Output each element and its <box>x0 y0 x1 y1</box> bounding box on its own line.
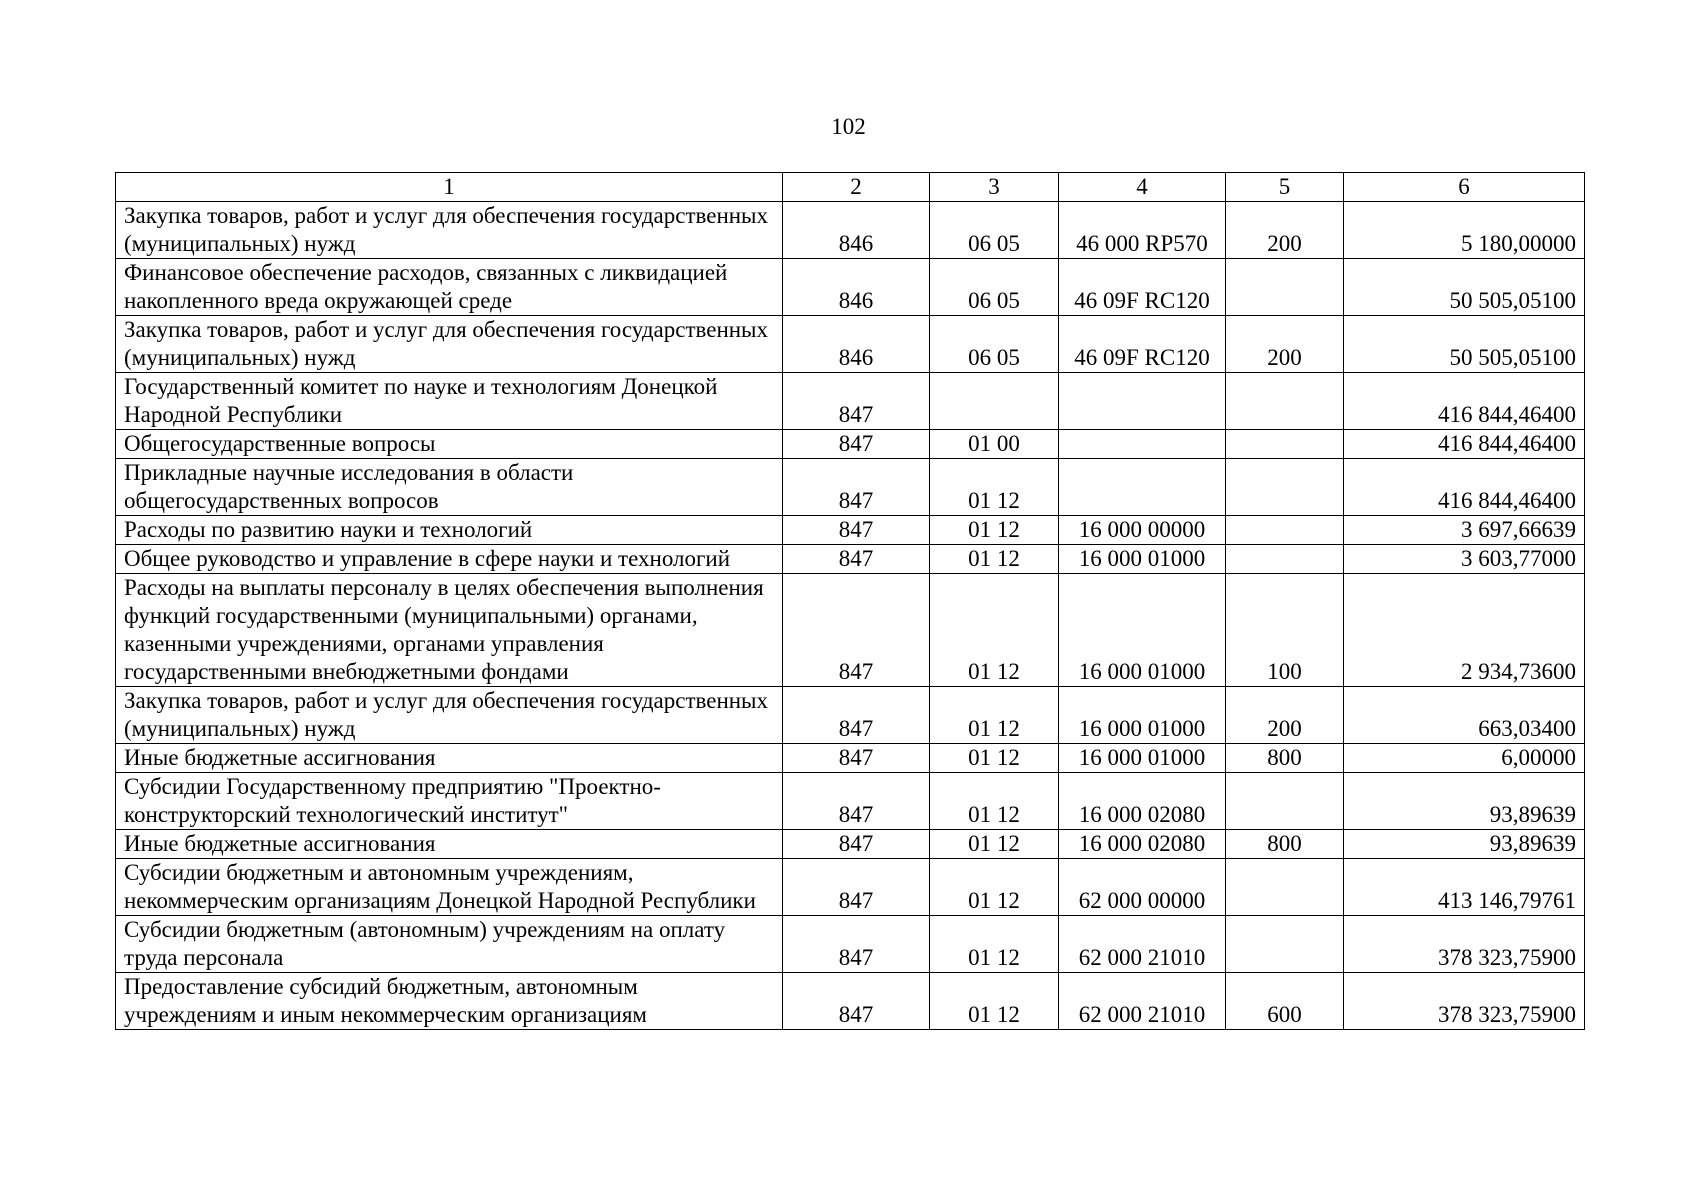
cell-name: Закупка товаров, работ и услуг для обеспечения государственных (муниципальных) нужд <box>116 202 783 259</box>
cell-amount: 413 146,79761 <box>1344 859 1585 916</box>
cell-admin-code: 846 <box>783 202 930 259</box>
cell-amount: 5 180,00000 <box>1344 202 1585 259</box>
table-row <box>116 574 1585 687</box>
page-number: 102 <box>831 114 866 139</box>
cell-expense-kind: 200 <box>1226 687 1344 744</box>
cell-amount: 378 323,75900 <box>1344 916 1585 973</box>
cell-expense-kind <box>1226 859 1344 916</box>
cell-target-code: 62 000 21010 <box>1059 973 1226 1030</box>
cell-name: Общее руководство и управление в сфере науки и технологий <box>116 545 783 574</box>
table-row <box>116 973 1585 1030</box>
cell-section-code: 06 05 <box>930 202 1059 259</box>
cell-amount: 93,89639 <box>1344 773 1585 830</box>
cell-amount: 50 505,05100 <box>1344 259 1585 316</box>
table-row <box>116 773 1585 830</box>
table-row <box>116 916 1585 973</box>
cell-target-code <box>1059 373 1226 430</box>
cell-amount: 378 323,75900 <box>1344 973 1585 1030</box>
table-row <box>116 516 1585 545</box>
cell-admin-code: 847 <box>783 916 930 973</box>
cell-name: Расходы по развитию науки и технологий <box>116 516 783 545</box>
cell-section-code: 06 05 <box>930 316 1059 373</box>
cell-amount: 416 844,46400 <box>1344 459 1585 516</box>
cell-admin-code: 846 <box>783 316 930 373</box>
cell-amount: 93,89639 <box>1344 830 1585 859</box>
cell-section-code: 01 00 <box>930 430 1059 459</box>
cell-target-code <box>1059 430 1226 459</box>
cell-section-code: 01 12 <box>930 859 1059 916</box>
cell-amount: 416 844,46400 <box>1344 373 1585 430</box>
header-col-4: 4 <box>1059 173 1226 202</box>
cell-admin-code: 847 <box>783 830 930 859</box>
cell-name: Иные бюджетные ассигнования <box>116 830 783 859</box>
cell-expense-kind <box>1226 773 1344 830</box>
cell-target-code: 16 000 01000 <box>1059 545 1226 574</box>
cell-section-code: 01 12 <box>930 916 1059 973</box>
cell-admin-code: 847 <box>783 773 930 830</box>
cell-section-code: 06 05 <box>930 259 1059 316</box>
cell-amount: 6,00000 <box>1344 744 1585 773</box>
cell-name: Субсидии бюджетным (автономным) учреждениям на оплату труда персонала <box>116 916 783 973</box>
cell-expense-kind <box>1226 916 1344 973</box>
cell-section-code: 01 12 <box>930 687 1059 744</box>
table-row <box>116 459 1585 516</box>
cell-target-code: 62 000 00000 <box>1059 859 1226 916</box>
cell-expense-kind: 100 <box>1226 574 1344 687</box>
cell-name: Закупка товаров, работ и услуг для обеспечения государственных (муниципальных) нужд <box>116 687 783 744</box>
cell-expense-kind: 200 <box>1226 202 1344 259</box>
cell-expense-kind <box>1226 459 1344 516</box>
header-col-3: 3 <box>930 173 1059 202</box>
cell-expense-kind <box>1226 259 1344 316</box>
cell-amount: 2 934,73600 <box>1344 574 1585 687</box>
table-row <box>116 316 1585 373</box>
cell-target-code: 62 000 21010 <box>1059 916 1226 973</box>
cell-target-code: 16 000 01000 <box>1059 744 1226 773</box>
cell-target-code: 46 000 RP570 <box>1059 202 1226 259</box>
header-col-2: 2 <box>783 173 930 202</box>
cell-admin-code: 847 <box>783 687 930 744</box>
cell-expense-kind: 600 <box>1226 973 1344 1030</box>
header-col-6: 6 <box>1344 173 1585 202</box>
table-body <box>116 202 1585 1030</box>
cell-amount: 416 844,46400 <box>1344 430 1585 459</box>
cell-target-code: 16 000 00000 <box>1059 516 1226 545</box>
cell-admin-code: 847 <box>783 574 930 687</box>
cell-amount: 3 603,77000 <box>1344 545 1585 574</box>
cell-name: Расходы на выплаты персоналу в целях обеспечения выполнения функций государственными (муниципальными) органами, казенными учреждениями, органами управления государственными внебюджетными фондами <box>116 574 783 687</box>
table-row <box>116 202 1585 259</box>
table-row <box>116 373 1585 430</box>
cell-target-code: 46 09F RC120 <box>1059 316 1226 373</box>
cell-expense-kind: 200 <box>1226 316 1344 373</box>
budget-table <box>115 172 1585 1030</box>
cell-expense-kind <box>1226 373 1344 430</box>
cell-section-code: 01 12 <box>930 830 1059 859</box>
cell-section-code: 01 12 <box>930 545 1059 574</box>
cell-admin-code: 847 <box>783 459 930 516</box>
cell-amount: 3 697,66639 <box>1344 516 1585 545</box>
cell-expense-kind <box>1226 516 1344 545</box>
cell-amount: 50 505,05100 <box>1344 316 1585 373</box>
header-col-5: 5 <box>1226 173 1344 202</box>
cell-target-code: 16 000 02080 <box>1059 830 1226 859</box>
cell-name: Предоставление субсидий бюджетным, автономным учреждениям и иным некоммерческим организациям <box>116 973 783 1030</box>
cell-target-code: 16 000 02080 <box>1059 773 1226 830</box>
cell-target-code: 16 000 01000 <box>1059 574 1226 687</box>
cell-expense-kind: 800 <box>1226 744 1344 773</box>
cell-expense-kind: 800 <box>1226 830 1344 859</box>
cell-admin-code: 847 <box>783 373 930 430</box>
cell-admin-code: 847 <box>783 973 930 1030</box>
cell-target-code: 16 000 01000 <box>1059 687 1226 744</box>
cell-name: Финансовое обеспечение расходов, связанных с ликвидацией накопленного вреда окружающей среде <box>116 259 783 316</box>
cell-admin-code: 847 <box>783 859 930 916</box>
cell-admin-code: 847 <box>783 516 930 545</box>
cell-name: Государственный комитет по науке и технологиям Донецкой Народной Республики <box>116 373 783 430</box>
cell-admin-code: 847 <box>783 430 930 459</box>
cell-name: Субсидии Государственному предприятию "Проектно-конструкторский технологический институт" <box>116 773 783 830</box>
cell-section-code: 01 12 <box>930 744 1059 773</box>
cell-name: Прикладные научные исследования в области общегосударственных вопросов <box>116 459 783 516</box>
cell-expense-kind <box>1226 430 1344 459</box>
cell-section-code: 01 12 <box>930 773 1059 830</box>
cell-admin-code: 847 <box>783 545 930 574</box>
table-row <box>116 430 1585 459</box>
cell-section-code <box>930 373 1059 430</box>
cell-admin-code: 847 <box>783 744 930 773</box>
cell-target-code: 46 09F RC120 <box>1059 259 1226 316</box>
cell-name: Иные бюджетные ассигнования <box>116 744 783 773</box>
table-row <box>116 259 1585 316</box>
table-row <box>116 687 1585 744</box>
cell-admin-code: 846 <box>783 259 930 316</box>
cell-section-code: 01 12 <box>930 574 1059 687</box>
header-row <box>116 173 1585 202</box>
cell-section-code: 01 12 <box>930 516 1059 545</box>
cell-section-code: 01 12 <box>930 973 1059 1030</box>
header-col-1: 1 <box>116 173 783 202</box>
cell-name: Закупка товаров, работ и услуг для обеспечения государственных (муниципальных) нужд <box>116 316 783 373</box>
cell-amount: 663,03400 <box>1344 687 1585 744</box>
cell-expense-kind <box>1226 545 1344 574</box>
cell-section-code: 01 12 <box>930 459 1059 516</box>
cell-name: Субсидии бюджетным и автономным учреждениям, некоммерческим организациям Донецкой Народной Республики <box>116 859 783 916</box>
table-row <box>116 545 1585 574</box>
table-row <box>116 830 1585 859</box>
table-row <box>116 859 1585 916</box>
cell-target-code <box>1059 459 1226 516</box>
cell-name: Общегосударственные вопросы <box>116 430 783 459</box>
table-row <box>116 744 1585 773</box>
